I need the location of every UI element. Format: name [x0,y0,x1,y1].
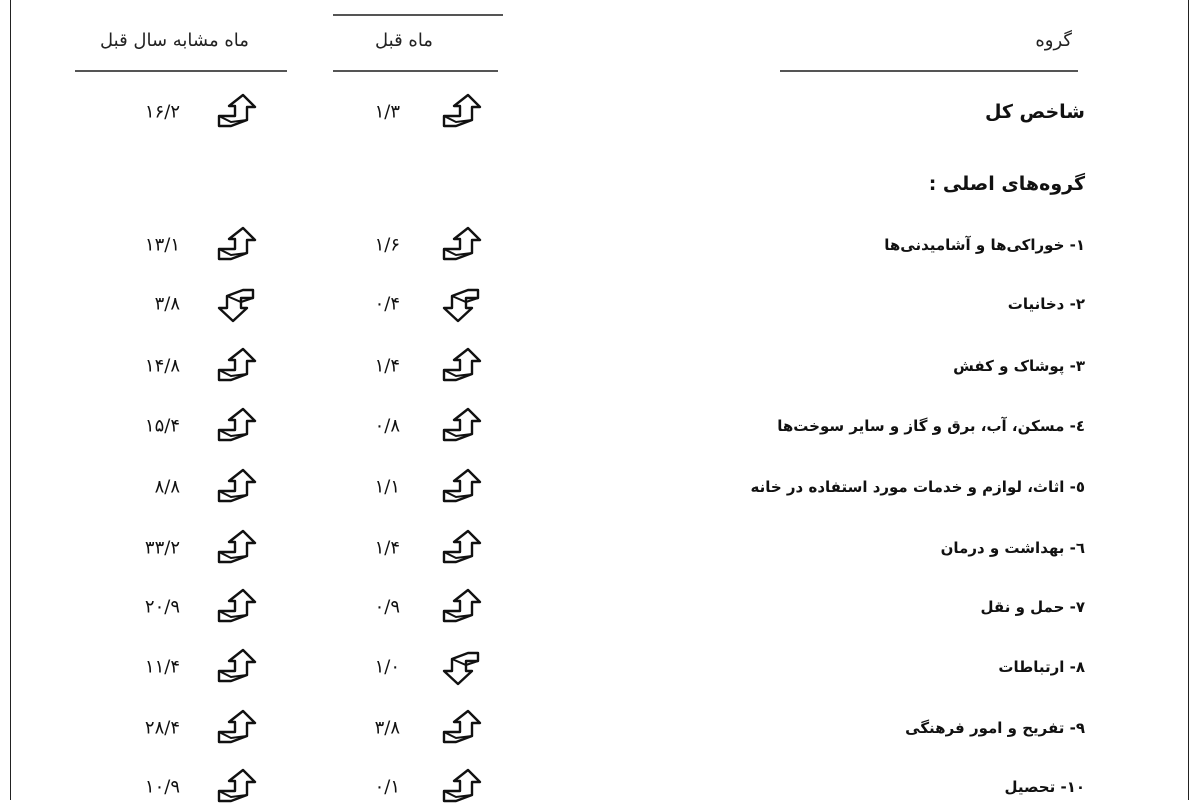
increase-arrow-icon [438,708,484,748]
group-row-label: ٤- مسکن، آب، برق و گاز و سایر سوخت‌ها [777,417,1085,435]
prev-month-change-value: ۱/۰ [374,656,400,678]
yoy-change-value: ۱۴/۸ [144,355,180,377]
increase-arrow-icon [213,587,259,627]
prev-month-change-value: ۰/۸ [374,415,400,437]
increase-arrow-icon [213,708,259,748]
increase-arrow-icon [213,767,259,807]
increase-arrow-icon [438,346,484,386]
increase-arrow-icon [438,528,484,568]
prev-month-change-value: ۱/۱ [374,476,400,498]
total-index-label: شاخص کل [984,101,1085,123]
group-row-label: ٥- اثاث، لوازم و خدمات مورد استفاده در خانه [750,478,1085,496]
decrease-arrow-icon [438,284,484,324]
yoy-change-value: ۱۵/۴ [144,415,180,437]
yoy-change-value: ۱۶/۲ [144,101,180,123]
increase-arrow-icon [213,92,259,132]
group-row-label: ۲- دخانیات [1007,295,1085,313]
group-header-rule [780,70,1078,72]
group-row-label: ۱۰- تحصیل [1004,778,1085,796]
prev-month-change-value: ۳/۸ [374,717,400,739]
prev-month-change-value: ۰/۴ [374,293,400,315]
top-rule [333,14,503,16]
section-heading: گروه‌های اصلی : [928,173,1085,195]
increase-arrow-icon [213,346,259,386]
increase-arrow-icon [438,587,484,627]
group-row-label: ۱- خوراکی‌ها و آشامیدنی‌ها [884,236,1085,254]
yoy-change-value: ۲۰/۹ [144,596,180,618]
yoy-change-value: ۳/۸ [154,293,180,315]
yoy-change-value: ۲۸/۴ [144,717,180,739]
yoy-change-value: ۱۰/۹ [144,776,180,798]
increase-arrow-icon [438,467,484,507]
group-row-label: ۳- پوشاک و کفش [953,357,1085,375]
increase-arrow-icon [213,528,259,568]
increase-arrow-icon [438,92,484,132]
group-row-label: ٦- بهداشت و درمان [940,539,1085,557]
prev-month-change-value: ۱/۳ [374,101,400,123]
group-column-header: گروه [1035,30,1072,51]
increase-arrow-icon [438,225,484,265]
group-row-label: ۷- حمل و نقل [980,598,1085,616]
increase-arrow-icon [438,767,484,807]
increase-arrow-icon [213,225,259,265]
yoy-change-value: ۱۳/۱ [144,234,180,256]
prev-month-header-rule [333,70,498,72]
decrease-arrow-icon [213,284,259,324]
yoy-change-value: ۳۳/۲ [144,537,180,559]
decrease-arrow-icon [438,647,484,687]
prev-month-change-value: ۱/۶ [374,234,400,256]
group-row-label: ۹- تفریح و امور فرهنگی [905,719,1085,737]
group-row-label: ۸- ارتباطات [998,658,1085,676]
yoy-change-value: ۸/۸ [154,476,180,498]
increase-arrow-icon [213,467,259,507]
prev-month-column-header: ماه قبل [375,30,433,51]
prev-month-change-value: ۱/۴ [374,537,400,559]
increase-arrow-icon [213,406,259,446]
prev-month-change-value: ۱/۴ [374,355,400,377]
yoy-column-header: ماه مشابه سال قبل [100,30,249,51]
prev-month-change-value: ۰/۱ [374,776,400,798]
yoy-change-value: ۱۱/۴ [144,656,180,678]
increase-arrow-icon [438,406,484,446]
prev-month-change-value: ۰/۹ [374,596,400,618]
increase-arrow-icon [213,647,259,687]
yoy-header-rule [75,70,287,72]
